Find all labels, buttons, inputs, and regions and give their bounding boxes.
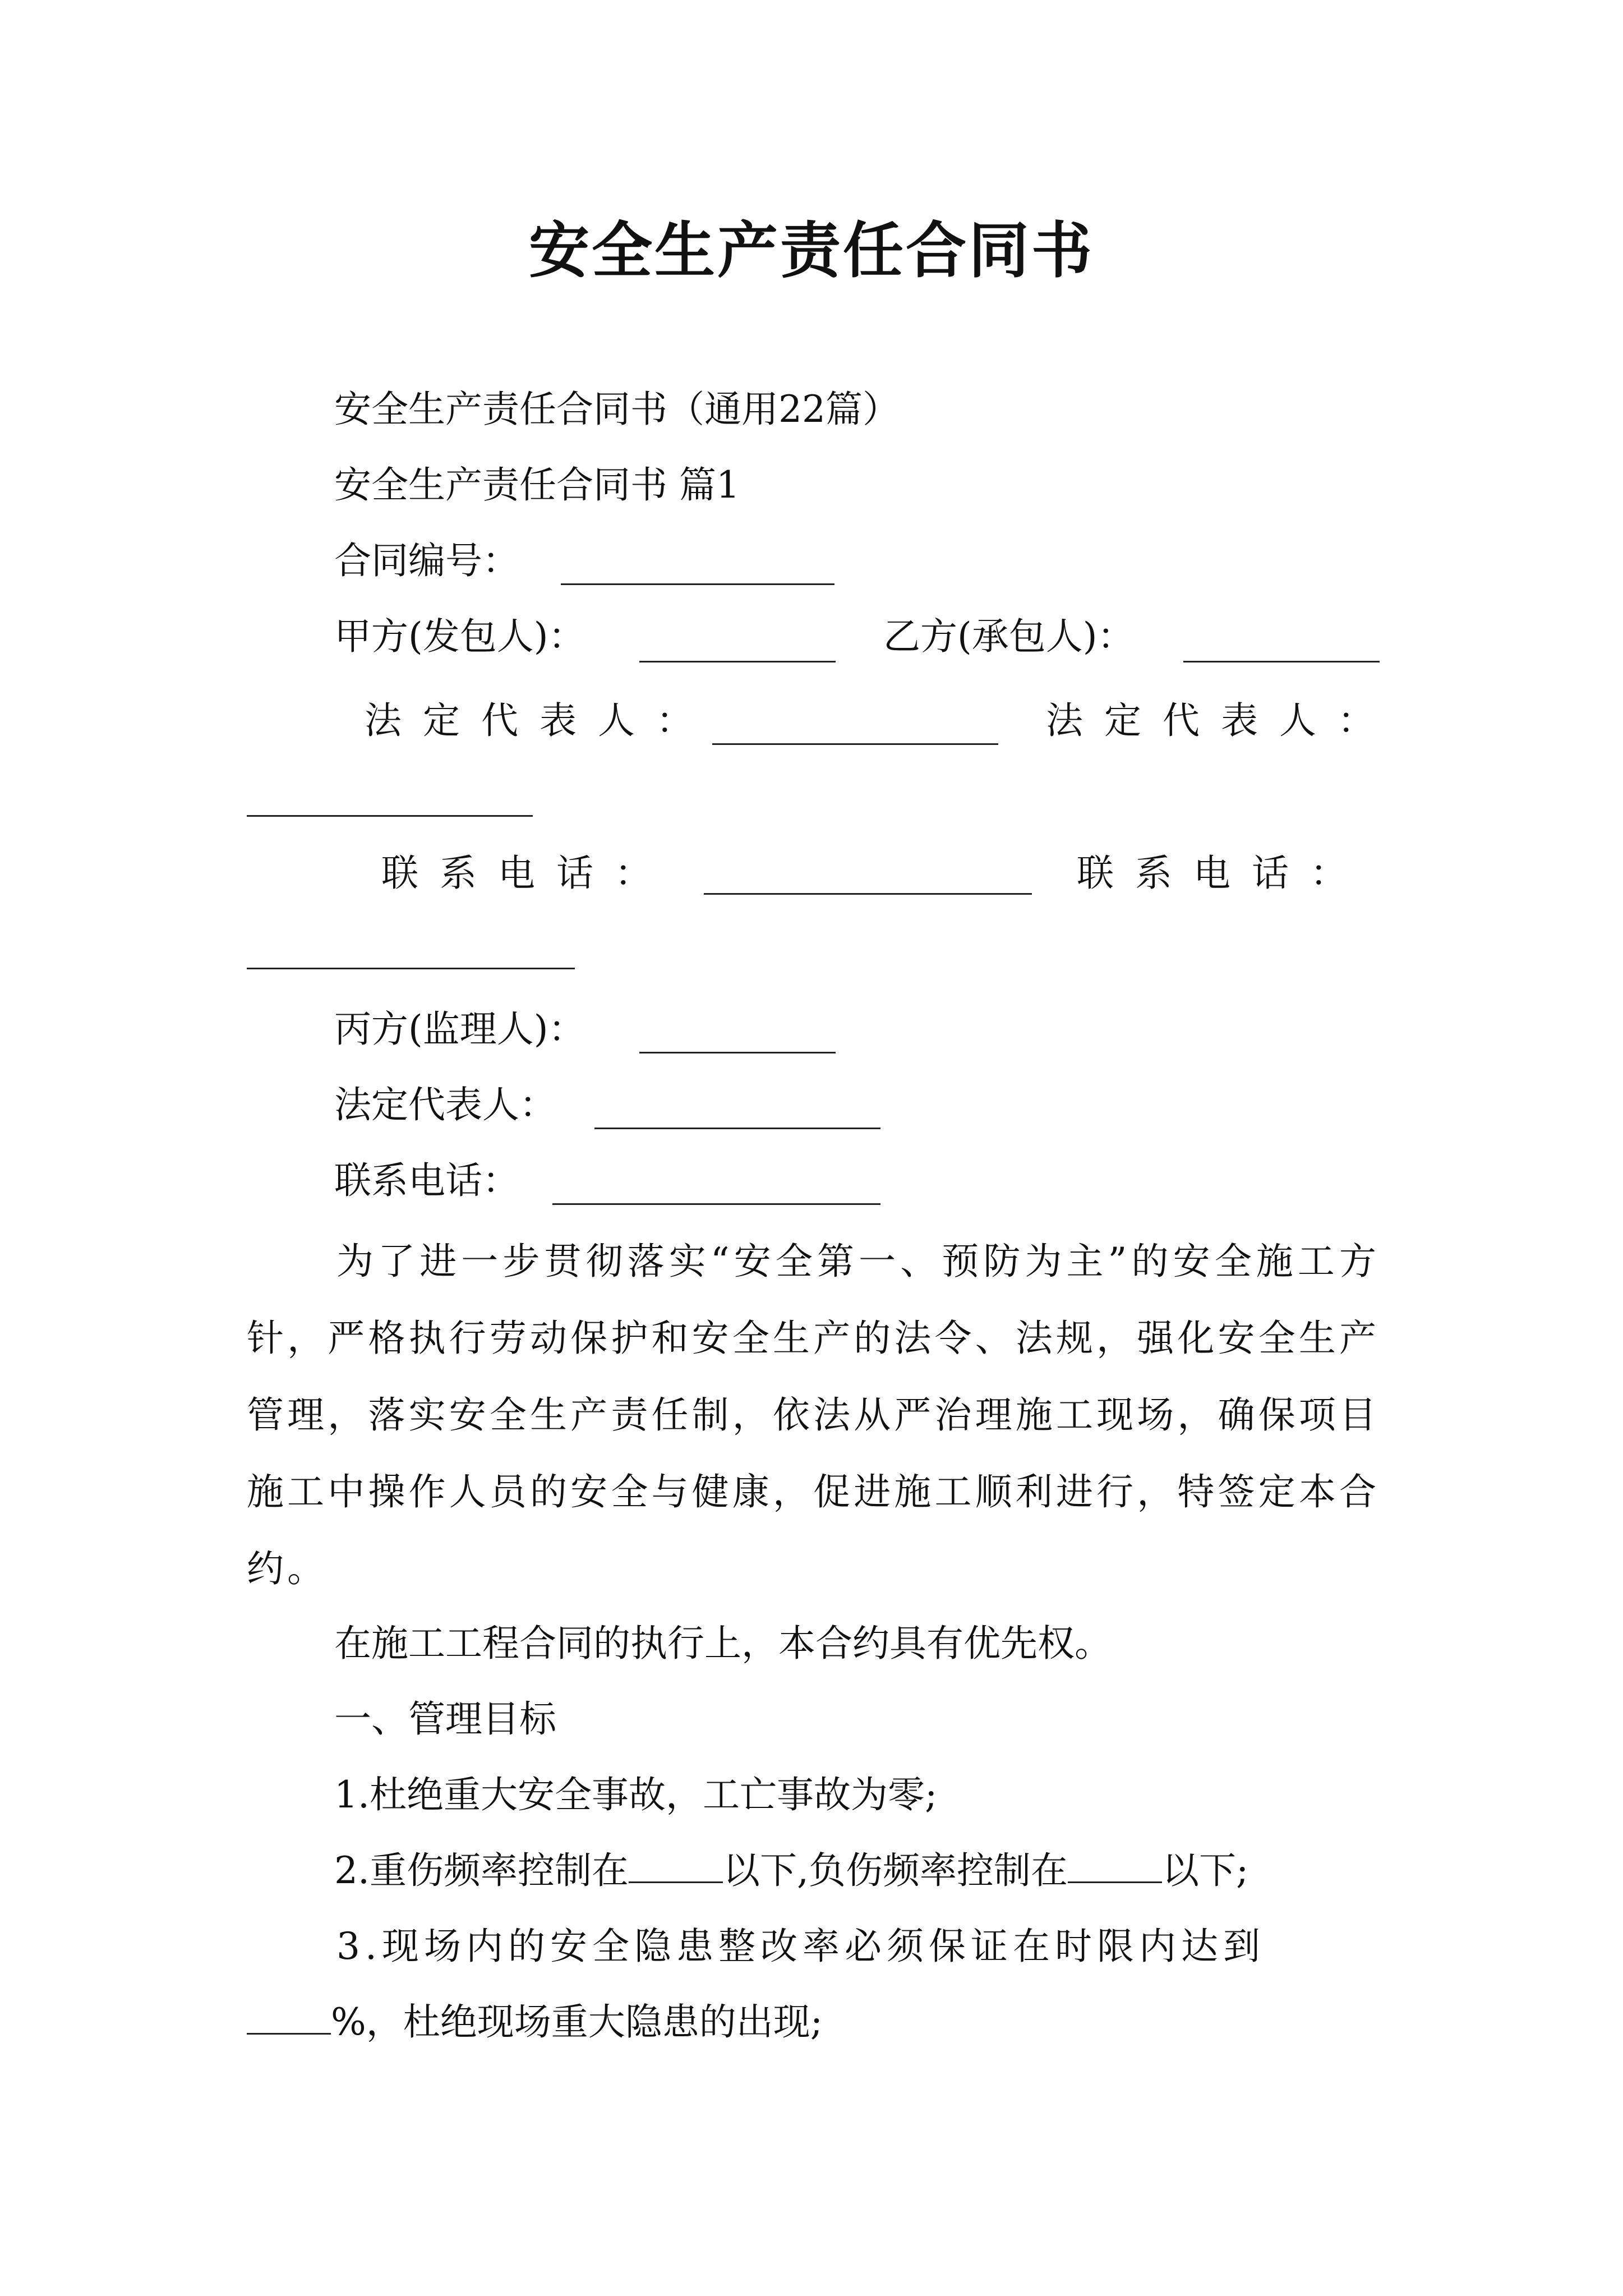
legal-rep-b-blank[interactable] — [247, 815, 533, 817]
party-b-blank[interactable] — [1183, 661, 1380, 662]
chapter-heading: 安全生产责任合同书 篇1 — [334, 463, 740, 507]
goal-item-3-continued — [247, 1997, 823, 2047]
document-title: 安全生产责任合同书 — [528, 215, 1094, 286]
goal-item-3-text-b: %，杜绝现场重大隐患的出现; — [331, 2000, 823, 2044]
legal-rep-a-blank[interactable] — [712, 743, 998, 745]
phone-b-label: 联系电话： — [1077, 852, 1368, 895]
phone-a-label: 联系电话： — [381, 852, 673, 895]
goal-item-1: 1.杜绝重大安全事故，工亡事故为零; — [334, 1773, 938, 1816]
goal-item-2-text-c: 以下; — [1161, 1849, 1249, 1892]
goal-item-2-text-b: 以下,负伤频率控制在 — [722, 1849, 1068, 1892]
injury-rate-blank[interactable] — [629, 1848, 723, 1883]
phone-b-blank[interactable] — [247, 968, 575, 969]
legal-rep-c-label: 法定代表人： — [334, 1083, 556, 1126]
minor-injury-rate-blank[interactable] — [1068, 1848, 1162, 1883]
party-a-blank[interactable] — [639, 661, 836, 662]
phone-c-label: 联系电话： — [334, 1159, 519, 1202]
priority-paragraph: 在施工工程合同的执行上，本合约具有优先权。 — [334, 1622, 1112, 1665]
goal-item-2 — [334, 1846, 1248, 1896]
party-c-label: 丙方(监理人)： — [334, 1007, 585, 1051]
rectification-rate-blank[interactable] — [247, 2000, 331, 2035]
contract-number-label: 合同编号： — [334, 539, 519, 582]
legal-rep-c-blank[interactable] — [594, 1128, 880, 1129]
section-heading-management-goals: 一、管理目标 — [334, 1697, 556, 1741]
phone-a-blank[interactable] — [704, 893, 1032, 895]
legal-rep-b-label: 法定代表人： — [1046, 699, 1396, 742]
party-b-label: 乙方(承包人)： — [883, 615, 1135, 658]
party-c-blank[interactable] — [639, 1052, 836, 1053]
contract-number-blank[interactable] — [561, 583, 834, 585]
intro-paragraph: 为了进一步贯彻落实“安全第一、预防为主”的安全施工方针，严格执行劳动保护和安全生产的法令、法规，强化安全生产管理，落实安全生产责任制，依法从严治理施工现场，确保项目施工中操作人员的安全与健康，促进施工顺利进行，特签定本合约。 — [247, 1240, 1380, 1590]
subtitle: 安全生产责任合同书（通用22篇） — [334, 388, 900, 431]
phone-c-blank[interactable] — [552, 1203, 880, 1205]
legal-rep-a-label: 法定代表人： — [365, 699, 714, 742]
goal-item-3: 3.现场内的安全隐患整改率必须保证在时限内达到 — [336, 1925, 1265, 1968]
party-a-label: 甲方(发包人)： — [334, 615, 585, 658]
goal-item-2-text-a: 2.重伤频率控制在 — [334, 1849, 629, 1892]
